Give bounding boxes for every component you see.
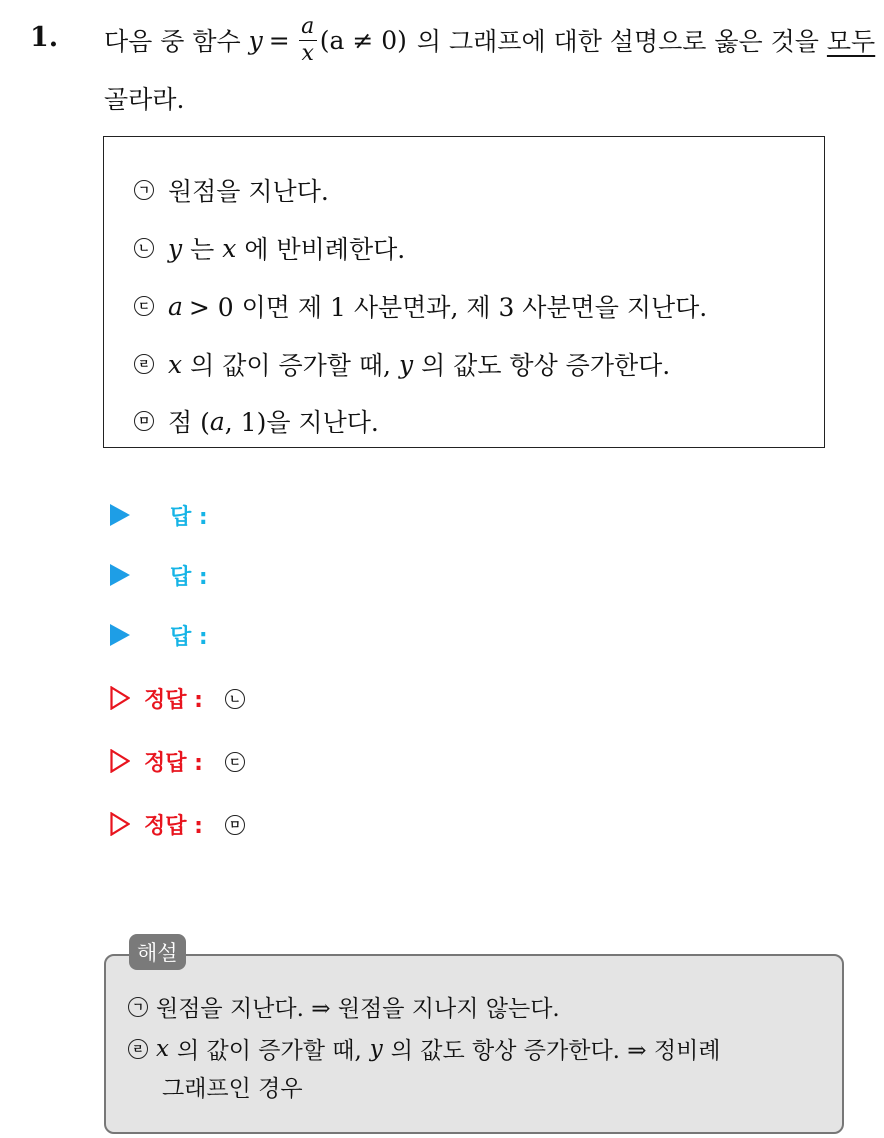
correct-answer-1: [110, 683, 245, 713]
play-arrow-icon: [110, 564, 130, 586]
option-5: [134, 403, 379, 439]
question-text-line2: 골라라.: [104, 85, 185, 114]
option-text: 는: [190, 235, 215, 264]
circled-mark-icon: ㄱ: [134, 180, 154, 200]
option-3: [134, 288, 707, 324]
option-text: > 0 이면 제 1 사분면과, 제 3 사분면을 지난다.: [188, 293, 708, 322]
option-text: 의 값이 증가할 때,: [190, 351, 391, 380]
function-equals: =: [268, 25, 290, 55]
explanation-text: 의 값도 항상 증가한다. ⇒ 정비례: [390, 1038, 721, 1064]
circled-mark-icon: ㅁ: [134, 411, 154, 431]
option-4: [134, 346, 670, 382]
explanation-box: [104, 954, 844, 1134]
option-text: 의 값도 항상 증가한다.: [421, 351, 671, 380]
question-text-line1: [104, 10, 875, 70]
option-1: [134, 172, 329, 208]
option-2: [134, 230, 405, 266]
answer-blank-3[interactable]: [110, 620, 208, 650]
option-text: , 1)을 지난다.: [224, 408, 379, 437]
outline-arrow-icon: [110, 686, 130, 710]
explanation-var: y: [369, 1035, 383, 1062]
option-var: x: [222, 233, 237, 263]
correct-answer-3: [110, 809, 245, 839]
circled-mark-icon: ㄹ: [134, 354, 154, 374]
question-underlined-word: 모두: [826, 27, 876, 56]
answer-label: 답 :: [170, 504, 208, 530]
circled-mark-icon: ㄴ: [225, 689, 245, 709]
outline-arrow-icon: [110, 812, 130, 836]
play-arrow-icon: [110, 624, 130, 646]
answer-label: 답 :: [170, 564, 208, 590]
circled-mark-icon: ㄱ: [128, 997, 148, 1017]
function-condition: (a ≠ 0): [319, 25, 407, 55]
circled-mark-icon: ㄴ: [134, 238, 154, 258]
correct-answer-label: 정답 :: [144, 750, 203, 776]
option-var: a: [168, 291, 183, 321]
function-fraction: [299, 13, 317, 66]
fraction-denominator: x: [301, 40, 314, 66]
answer-blank-2[interactable]: [110, 560, 208, 590]
explanation-line-1: [128, 990, 560, 1023]
explanation-line-2: [128, 1032, 721, 1065]
explanation-text: 원점을 지난다. ⇒ 원점을 지나지 않는다.: [156, 996, 560, 1022]
circled-mark-icon: ㄹ: [128, 1039, 148, 1059]
correct-answer-label: 정답 :: [144, 687, 203, 713]
play-arrow-icon: [110, 504, 130, 526]
option-var: y: [168, 233, 183, 263]
option-var: y: [398, 349, 414, 379]
option-var: x: [168, 349, 183, 379]
answer-blank-1[interactable]: [110, 500, 208, 530]
function-y: y: [248, 25, 263, 55]
correct-answer-2: [110, 746, 245, 776]
option-text: 에 반비례한다.: [244, 235, 406, 264]
explanation-text: 의 값이 증가할 때,: [176, 1038, 362, 1064]
option-text: 원점을 지난다.: [168, 177, 329, 206]
question-number: 1.: [30, 22, 59, 53]
circled-mark-icon: ㄷ: [225, 752, 245, 772]
question-text-after: 의 그래프에 대한 설명으로 옳은 것을: [416, 27, 819, 56]
fraction-numerator: a: [301, 13, 315, 39]
explanation-var: x: [156, 1035, 169, 1062]
outline-arrow-icon: [110, 749, 130, 773]
answer-label: 답 :: [170, 624, 208, 650]
explanation-tag: 해설: [129, 934, 186, 970]
options-box: [103, 136, 825, 448]
explanation-line-3: 그래프인 경우: [162, 1076, 303, 1102]
option-var: a: [209, 406, 225, 436]
circled-mark-icon: ㄷ: [134, 296, 154, 316]
option-text: 점 (: [168, 408, 210, 437]
correct-answer-label: 정답 :: [144, 813, 203, 839]
question-text-before: 다음 중 함수: [104, 27, 241, 56]
circled-mark-icon: ㅁ: [225, 815, 245, 835]
